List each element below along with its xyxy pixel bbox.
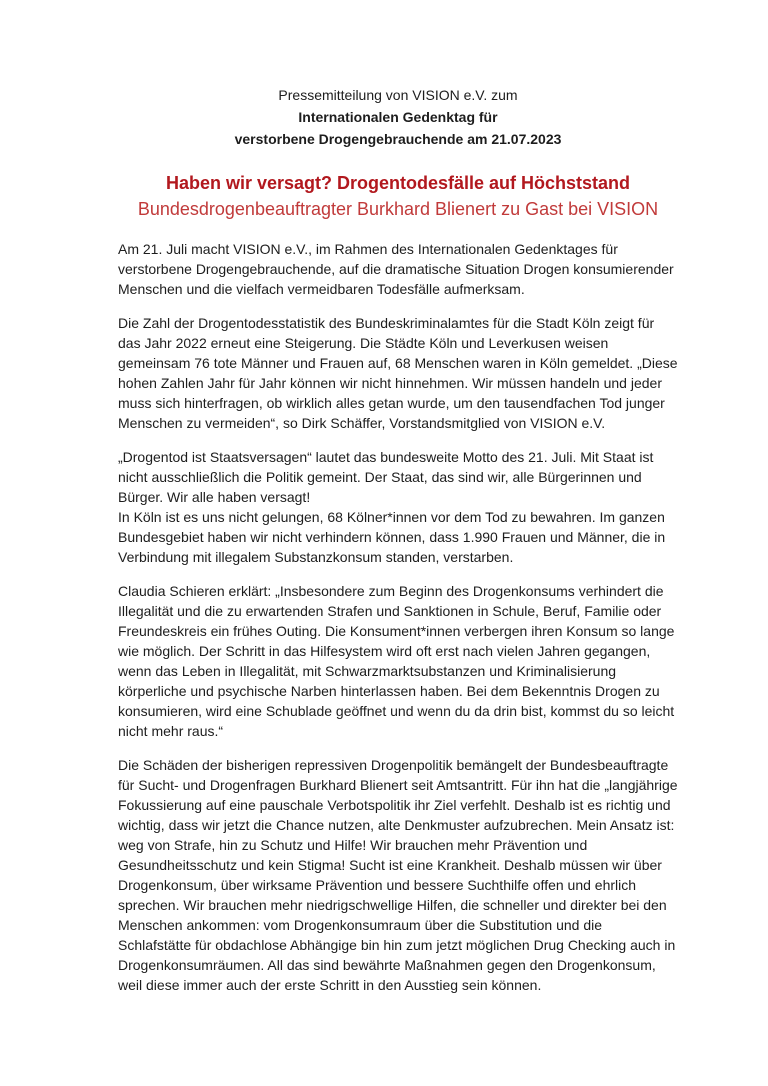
headline-block [118,170,678,222]
paragraph [118,447,678,567]
paragraph-text: Die Zahl der Drogentodesstatistik des Bundeskriminalamtes für die Stadt Köln zeigt für das Jahr 2022 erneut eine Steigerung. Die Städte Köln und Leverkusen weisen gemeinsam 76 tote Männer und Frauen auf, 68 Menschen waren in Köln gemeldet. „Diese hohen Zahlen Jahr für Jahr können wir nicht hinnehmen. Wir müssen handeln und jeder muss sich hinterfragen, ob wirklich alles getan wurde, um den tausendfachen Tod junger Menschen zu vermeiden“, so Dirk Schäffer, Vorstandsmitglied von VISION e.V. [118,315,678,431]
paragraph-text: Claudia Schieren erklärt: „Insbesondere zum Beginn des Drogenkonsums verhindert die Illegalität und die zu erwartenden Strafen und Sanktionen in Schule, Beruf, Familie oder Freundeskreis ein frühes Outing. Die Konsument*innen verbergen ihren Konsum so lange wie möglich. Der Schritt in das Hilfesystem wird oft erst nach vielen Jahren gegangen, wenn das Leben in Illegalität, mit Schwarzmarktsubstanzen und Kriminalisierung körperliche und psychische Narben hinterlassen haben. Bei dem Bekenntnis Drogen zu konsumieren, wird eine Schublade geöffnet und wenn du da drin bist, kommst du so leicht nicht mehr raus.“ [118,583,675,739]
paragraph [118,239,678,299]
paragraph [118,581,678,741]
header-line-3: verstorbene Drogengebrauchende am 21.07.2023 [234,131,562,147]
paragraph-text: Am 21. Juli macht VISION e.V., im Rahmen des Internationalen Gedenktages für verstorbene Drogengebrauchende, auf die dramatische Situation Drogen konsumierender Menschen und die vielfach vermeidbaren Todesfälle aufmerksam. [118,241,674,297]
header-line-2: Internationalen Gedenktag für [298,109,498,125]
document-header [118,84,678,150]
headline-title: Haben wir versagt? Drogentodesfälle auf Höchststand [165,173,631,193]
paragraph [118,755,678,995]
header-line-1: Pressemitteilung von VISION e.V. zum [278,87,518,103]
paragraph-text: Die Schäden der bisherigen repressiven Drogenpolitik bemängelt der Bundesbeauftragte für Sucht- und Drogenfragen Burkhard Blienert seit Amtsantritt. Für ihn hat die „langjährige Fokussierung auf eine pauschale Verbotspolitik ihr Ziel verfehlt. Deshalb ist es richtig und wichtig, dass wir jetzt die Chance nutzen, alte Denkmuster aufzubrechen. Mein Ansatz ist: weg von Strafe, hin zu Schutz und Hilfe! Wir brauchen mehr Prävention und Gesundheitsschutz und kein Stigma! Sucht ist eine Krankheit. Deshalb müssen wir über Drogenkonsum, über wirksame Prävention und bessere Suchthilfe offen und ehrlich sprechen. Wir brauchen mehr niedrigschwellige Hilfen, die schneller und direkter bei den Menschen ankommen: vom Drogenkonsumraum über die Substitution und die Schlafstätte für obdachlose Abhängige bin hin zum jetzt möglichen Drug Checking auch in Drogenkonsumräumen. All das sind bewährte Maßnahmen gegen den Drogenkonsum, weil diese immer auch der erste Schritt in den Ausstieg sein können. [118,757,678,993]
headline-subtitle: Bundesdrogenbeauftragter Burkhard Blienert zu Gast bei VISION [137,199,659,219]
paragraph-text: „Drogentod ist Staatsversagen“ lautet das bundesweite Motto des 21. Juli. Mit Staat ist nicht ausschließlich die Politik gemeint. Der Staat, das sind wir, alle Bürgerinnen und Bürger. Wir alle haben versagt! [118,449,654,505]
document-body [118,239,678,995]
paragraph-text: In Köln ist es uns nicht gelungen, 68 Kölner*innen vor dem Tod zu bewahren. Im ganzen Bundesgebiet haben wir nicht verhindern können, dass 1.990 Frauen und Männer, die in Verbindung mit illegalem Substanzkonsum standen, verstarben. [118,509,666,565]
paragraph [118,313,678,433]
